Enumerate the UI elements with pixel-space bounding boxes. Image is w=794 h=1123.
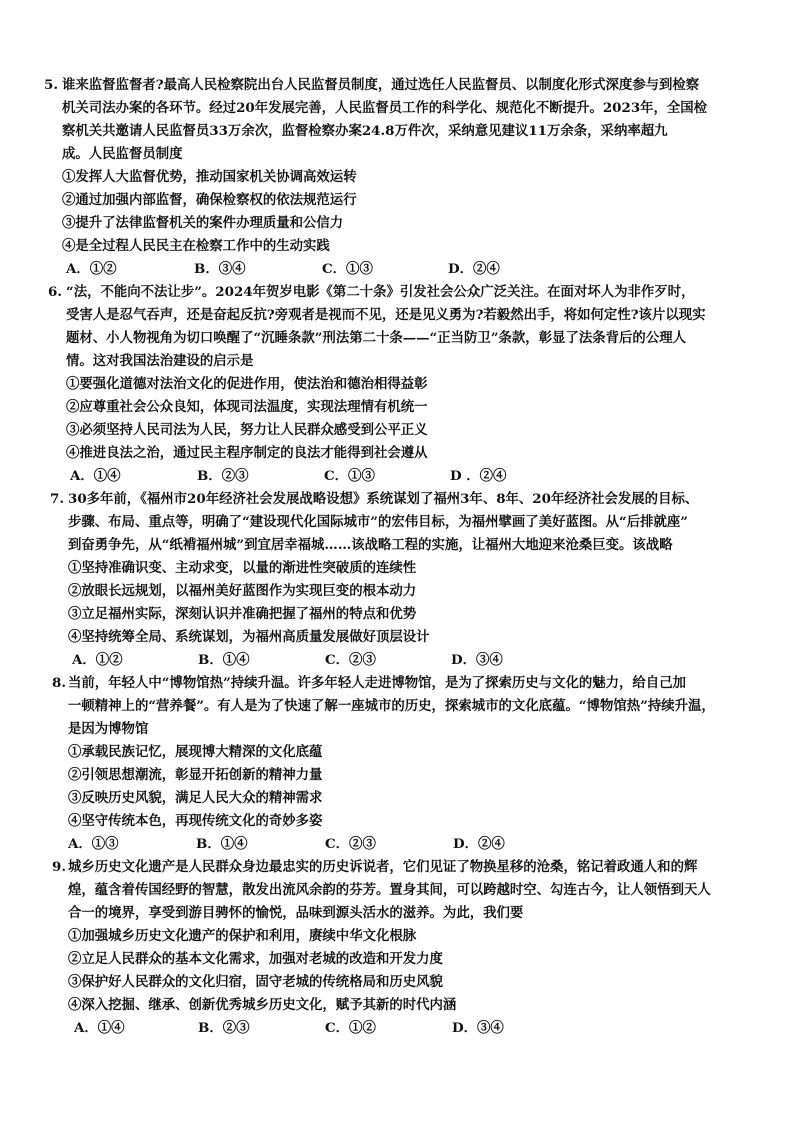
choice-a: A．①② xyxy=(66,261,117,277)
choice-b: B．③④ xyxy=(194,261,246,277)
question-stem-line: 当前，年轻人中“博物馆热”持续升温。许多年轻人走进博物馆，是为了探索历史与文化的魅力，给自己加 xyxy=(68,675,686,691)
question-stem-line: 城乡历史文化遗产是人民群众身边最忠实的历史诉说者，它们见证了物换星移的沧桑，铭记着政通人和的辉 xyxy=(68,859,698,875)
choice-c: C．①② xyxy=(325,1020,376,1036)
option-item: ②通过加强内部监督，确保检察权的依法规范运行 xyxy=(62,192,357,208)
question-stem-line: 谁来监督监督者?最高人民检察院出台人民监督员制度，通过选任人民监督员、以制度化形式深度参与到检察 xyxy=(62,77,700,93)
option-item: ④坚持统筹全局、系统谋划，为福州高质量发展做好顶层设计 xyxy=(68,629,430,645)
choice-a: A．①② xyxy=(72,652,123,668)
question-stem-line: 一顿精神上的“营养餐”。有人是为了快速了解一座城市的历史，探索城市的文化底蕴。“博物馆热”持续升温， xyxy=(68,698,715,714)
choice-c: C．①③ xyxy=(322,261,373,277)
choice-b: B．②③ xyxy=(198,1020,250,1036)
option-item: ③反映历史风貌，满足人民大众的精神需求 xyxy=(68,790,323,806)
question-stem-line: 步骤、布局、重点等，明确了“建设现代化国际城市”的宏伟目标，为福州擘画了美好蓝图。从“后排就座” xyxy=(68,514,688,530)
question-stem-line: 受害人是忍气吞声，还是奋起反抗?旁观者是视而不见，还是见义勇为?若毅然出手，将如何定性?该片以现实 xyxy=(66,307,706,323)
choice-b: B．②③ xyxy=(197,468,249,484)
choice-d: D．③④ xyxy=(451,652,503,668)
question-stem-line: 题材、小人物视角为切口唤醒了“沉睡条款”刑法第二十条——“正当防卫”条款，彰显了法条背后的公理人 xyxy=(66,330,686,346)
question-stem-line: 情。这对我国法治建设的启示是 xyxy=(66,353,254,369)
option-item: ③保护好人民群众的文化归宿，固守老城的传统格局和历史风貌 xyxy=(68,974,443,990)
option-item: ④推进良法之治，通过民主程序制定的良法才能得到社会遵从 xyxy=(66,445,428,461)
question-number: 9. xyxy=(52,859,66,875)
option-item: ②放眼长远规划，以福州美好蓝图作为实现巨变的根本动力 xyxy=(68,583,417,599)
question-stem-line: 察机关共邀请人民监督员33万余次，监督检察办案24.8万件次，采纳意见建议11万余条，采纳率超九 xyxy=(62,123,668,139)
option-item: ①坚持准确识变、主动求变，以量的渐进性突破质的连续性 xyxy=(68,560,417,576)
choice-c: C．②③ xyxy=(325,836,376,852)
question-number: 8. xyxy=(52,675,66,691)
question-number: 5. xyxy=(44,77,58,93)
option-item: ③提升了法律监督机关的案件办理质量和公信力 xyxy=(62,215,344,231)
question-number: 6. xyxy=(48,284,62,300)
choice-d: D．②④ xyxy=(448,261,500,277)
option-item: ④深入挖掘、继承、创新优秀城乡历史文化，赋予其新的时代内涵 xyxy=(68,997,457,1013)
option-item: ①要强化道德对法治文化的促进作用，使法治和德治相得益彰 xyxy=(66,376,428,392)
question-stem-line: 是因为博物馆 xyxy=(68,721,149,737)
option-item: ④是全过程人民民主在检察工作中的生动实践 xyxy=(62,238,330,254)
question-stem-line: 合一的境界，享受到游目骋怀的愉悦，品味到源头活水的滋养。为此，我们要 xyxy=(68,905,524,921)
option-item: ②立足人民群众的基本文化需求，加强对老城的改造和开发力度 xyxy=(68,951,443,967)
option-item: ②应尊重社会公众良知，体现司法温度，实现法理情有机统一 xyxy=(66,399,428,415)
question-stem-line: 到奋勇争先，从“纸褙福州城”到宜居幸福城……该战略工程的实施，让福州大地迎来沧桑巨变。该战略 xyxy=(68,537,673,553)
choice-a: A．①④ xyxy=(74,1020,125,1036)
choice-d: D．③④ xyxy=(452,1020,504,1036)
option-item: ④坚守传统本色，再现传统文化的奇妙多姿 xyxy=(68,813,323,829)
question-stem-line: 30多年前，《福州市20年经济社会发展战略设想》系统谋划了福州3年、8年、20年经济社会发展的目标、 xyxy=(68,491,699,507)
option-item: ③立足福州实际，深刻认识并准确把握了福州的特点和优势 xyxy=(68,606,417,622)
choice-d: D ．②④ xyxy=(450,468,507,484)
option-item: ②引领思想潮流，彰显开拓创新的精神力量 xyxy=(68,767,323,783)
question-stem-line: 成。人民监督员制度 xyxy=(62,146,183,162)
choice-b: B．①④ xyxy=(198,652,250,668)
option-item: ①发挥人大监督优势，推动国家机关协调高效运转 xyxy=(62,169,357,185)
option-item: ①加强城乡历史文化遗产的保护和利用，赓续中华文化根脉 xyxy=(68,928,417,944)
choice-c: C．①③ xyxy=(324,468,375,484)
choice-b: B．①④ xyxy=(196,836,248,852)
choice-a: A．①③ xyxy=(68,836,119,852)
choice-c: C．②③ xyxy=(325,652,376,668)
choice-a: A．①④ xyxy=(70,468,121,484)
question-number: 7. xyxy=(50,491,64,507)
question-stem-line: “法，不能向不法让步”。2024年贺岁电影《第二十条》引发社会公众广泛关注。在面对坏人为非作歹时， xyxy=(66,284,695,300)
option-item: ③必须坚持人民司法为人民，努力让人民群众感受到公平正义 xyxy=(66,422,428,438)
option-item: ①承载民族记忆，展现博大精深的文化底蕴 xyxy=(68,744,323,760)
question-stem-line: 机关司法办案的各环节。经过20年发展完善，人民监督员工作的科学化、规范化不断提升。2023年，全国检 xyxy=(62,100,708,116)
choice-d: D．②④ xyxy=(453,836,505,852)
question-stem-line: 煌，蕴含着传国经野的智慧，散发出流风余韵的芬芳。置身其间，可以跨越时空、勾连古今，让人领悟到天人 xyxy=(68,882,711,898)
